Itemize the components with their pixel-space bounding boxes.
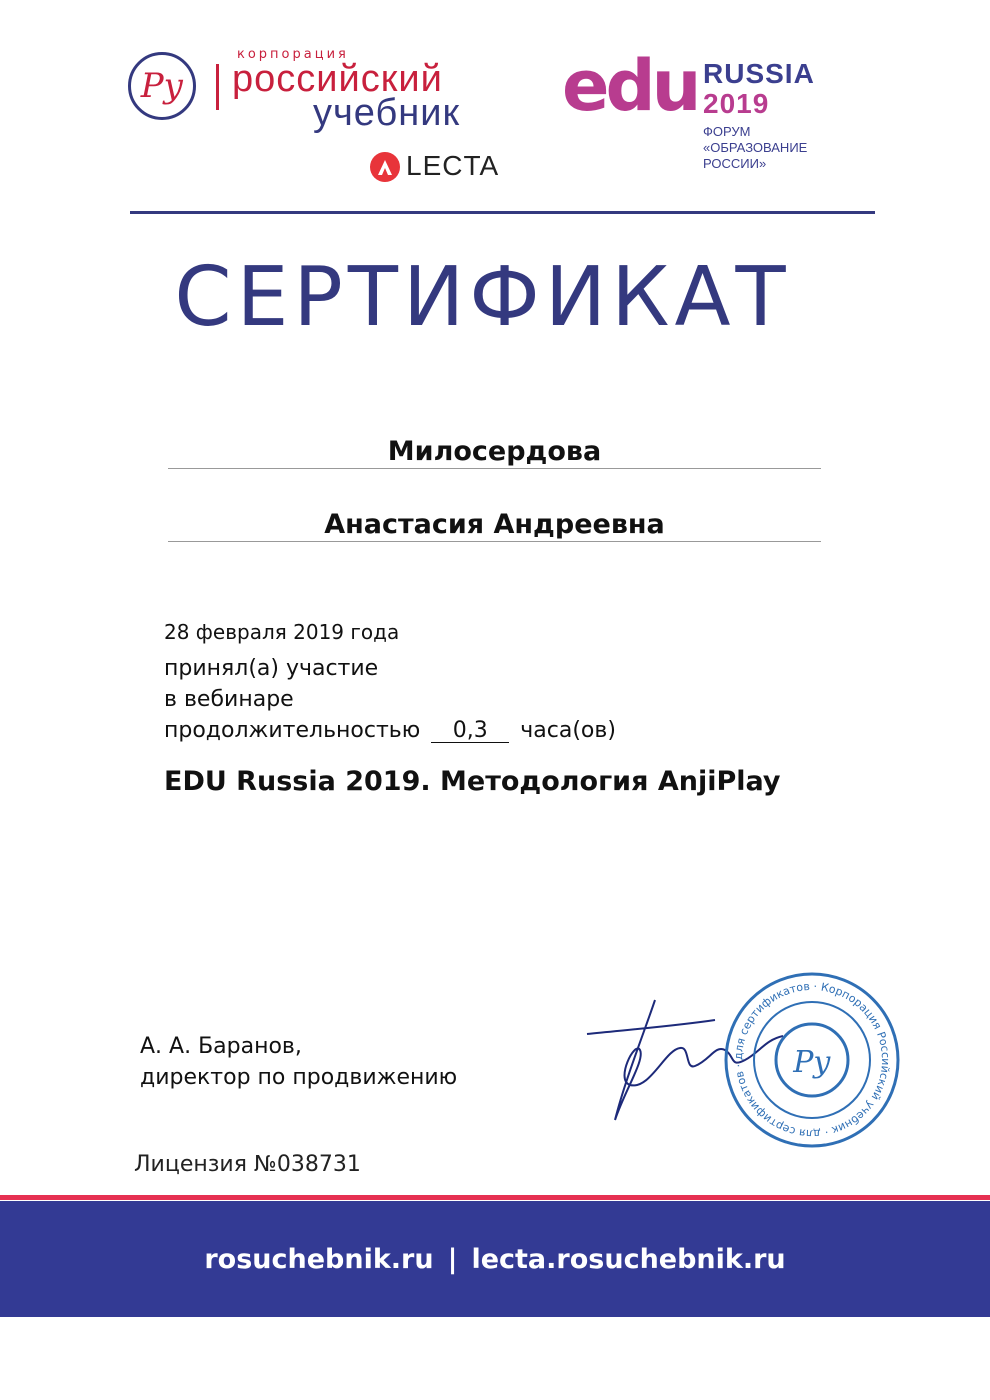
license-number: Лицензия №038731 bbox=[134, 1152, 361, 1177]
event-title: RUSSIA bbox=[703, 58, 815, 89]
name-underline bbox=[168, 468, 821, 469]
event-date: 28 февраля 2019 года bbox=[164, 620, 400, 644]
signer-block bbox=[140, 1031, 457, 1093]
footer-bar bbox=[0, 1201, 990, 1317]
company-stamp bbox=[724, 972, 900, 1148]
forum-line: «ОБРАЗОВАНИЕ bbox=[703, 140, 808, 155]
publisher-name-line1: российский bbox=[232, 58, 443, 100]
stamp-mark: Ру bbox=[793, 1045, 831, 1080]
forum-line: ФОРУМ bbox=[703, 124, 751, 139]
course-title: EDU Russia 2019. Методология AnjiPlay bbox=[164, 766, 781, 797]
lecta-logo-icon bbox=[370, 152, 400, 182]
publisher-logo-mark: Ру bbox=[140, 66, 184, 106]
signer-position: директор по продвижению bbox=[140, 1065, 458, 1090]
edu-logo: edu bbox=[562, 45, 698, 127]
duration-value: 0,3 bbox=[431, 720, 509, 743]
forum-line: РОССИИ» bbox=[703, 156, 767, 171]
header-divider bbox=[130, 211, 875, 214]
participation-line: принял(а) участие bbox=[164, 656, 379, 681]
event-forum-caption bbox=[703, 124, 807, 172]
webinar-line: в вебинаре bbox=[164, 687, 294, 712]
lecta-logo-text: LECTA bbox=[406, 150, 500, 181]
duration-unit: часа(ов) bbox=[520, 718, 616, 743]
recipient-last-name: Милосердова bbox=[387, 436, 602, 467]
publisher-name-line2: учебник bbox=[313, 92, 461, 134]
footer-link-rosuchebnik[interactable]: rosuchebnik.ru bbox=[204, 1243, 434, 1275]
publisher-tagline: корпорация bbox=[237, 47, 349, 62]
logo-divider bbox=[216, 64, 219, 110]
footer-separator: | bbox=[447, 1243, 458, 1275]
duration-line bbox=[164, 715, 616, 746]
duration-label: продолжительностью bbox=[164, 718, 421, 743]
recipient-first-names: Анастасия Андреевна bbox=[324, 509, 665, 540]
event-year: 2019 bbox=[703, 88, 770, 119]
name-underline bbox=[168, 541, 821, 542]
footer-accent-line bbox=[0, 1195, 990, 1200]
signer-name: А. А. Баранов, bbox=[140, 1034, 302, 1059]
certificate-title: СЕРТИФИКАТ bbox=[174, 250, 791, 345]
footer-link-lecta[interactable]: lecta.rosuchebnik.ru bbox=[471, 1243, 786, 1275]
stamp-ring-text: для сертификатов · Корпорация Российский учебник · для сертификатов · bbox=[731, 979, 893, 1141]
